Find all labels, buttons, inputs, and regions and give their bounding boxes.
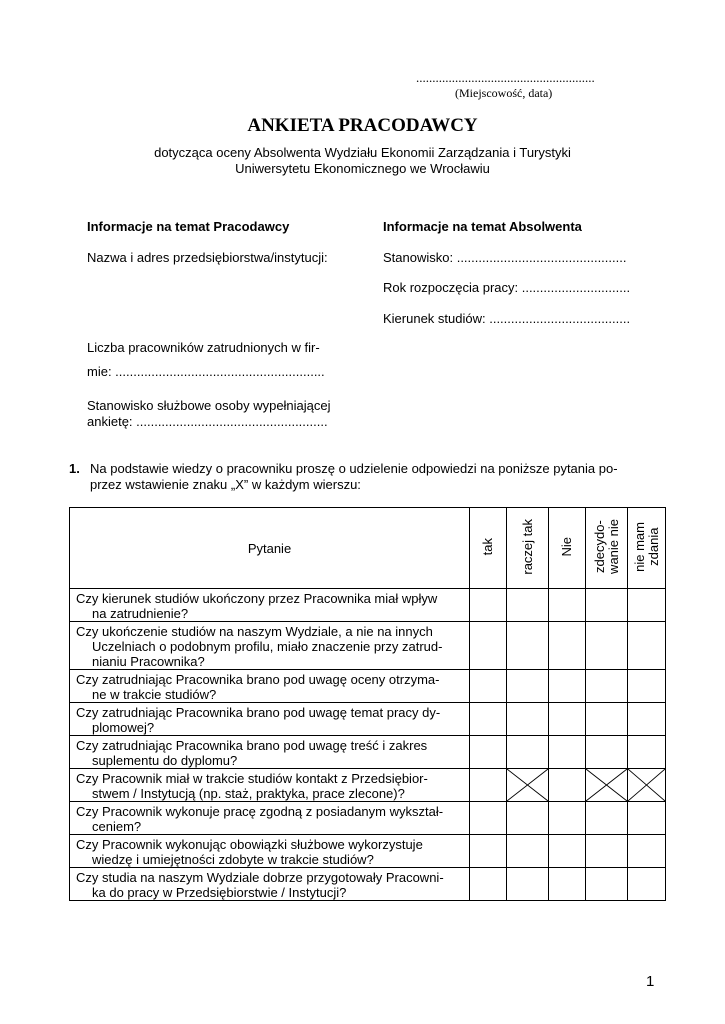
answer-cell[interactable] <box>628 589 666 622</box>
question-line: na zatrudnienie? <box>92 606 189 621</box>
question-line: Czy Pracownik wykonując obowiązki służbowe wykorzystuje <box>76 837 423 852</box>
question-line: Czy studia na naszym Wydziale dobrze przygotowały Pracowni- <box>76 870 444 885</box>
table-header-row <box>70 508 666 589</box>
answer-cell[interactable] <box>549 802 586 835</box>
answer-cell[interactable] <box>507 703 549 736</box>
questions-column-header: Pytanie <box>70 508 470 589</box>
question-line: suplementu do dyplomu? <box>92 753 238 768</box>
question-number: 1. <box>69 461 80 476</box>
crossed-out-cell <box>507 769 549 802</box>
table-row <box>70 835 666 868</box>
answer-cell[interactable] <box>470 835 507 868</box>
answer-cell[interactable] <box>628 622 666 670</box>
answer-cell[interactable] <box>549 703 586 736</box>
respondent-position-line-2: ankietę: ..................................................... <box>87 414 328 429</box>
answer-cell[interactable] <box>549 769 586 802</box>
answer-label: raczej tak <box>519 518 535 575</box>
subtitle-line-1: dotycząca oceny Absolwenta Wydziału Ekonomii Zarządzania i Turystyki <box>154 145 571 160</box>
answer-cell[interactable] <box>628 835 666 868</box>
answer-cell[interactable] <box>470 589 507 622</box>
cross-mark-icon <box>628 769 665 801</box>
table-row <box>70 736 666 769</box>
answer-cell[interactable] <box>549 670 586 703</box>
answer-cell[interactable] <box>507 670 549 703</box>
answer-cell[interactable] <box>586 736 628 769</box>
answer-label: zdecydo- wanie nie <box>591 519 621 574</box>
question-cell <box>70 670 470 703</box>
question-line: Czy Pracownik miał w trakcie studiów kontakt z Przedsiębior- <box>76 771 428 786</box>
question-cell <box>70 736 470 769</box>
table-row <box>70 703 666 736</box>
answer-label: Nie <box>559 536 574 557</box>
place-date-dots: ....................................................... <box>416 70 595 85</box>
question-cell <box>70 802 470 835</box>
cross-mark-icon <box>507 769 548 801</box>
crossed-out-cell <box>586 769 628 802</box>
question-line: Czy Pracownik wykonuje pracę zgodną z posiadanym wykształ- <box>76 804 444 819</box>
question-cell <box>70 868 470 901</box>
question-cell <box>70 703 470 736</box>
page-number: 1 <box>646 973 655 990</box>
question-cell <box>70 622 470 670</box>
question-line: Czy ukończenie studiów na naszym Wydziale, a nie na innych <box>76 624 433 639</box>
answer-cell[interactable] <box>470 622 507 670</box>
question-line: Czy zatrudniając Pracownika brano pod uwagę oceny otrzyma- <box>76 672 440 687</box>
answer-cell[interactable] <box>628 703 666 736</box>
question-text-line-1: Na podstawie wiedzy o pracowniku proszę o udzielenie odpowiedzi na poniższe pytania po- <box>90 461 618 476</box>
answer-label: nie mam zdania <box>631 521 661 572</box>
answer-cell[interactable] <box>586 703 628 736</box>
place-date-label: (Miejscowość, data) <box>455 86 553 100</box>
answer-cell[interactable] <box>586 622 628 670</box>
answer-header-raczej-tak <box>507 508 549 589</box>
question-line: wiedzę i umiejętności zdobyte w trakcie studiów? <box>92 852 374 867</box>
question-line: ne w trakcie studiów? <box>92 687 217 702</box>
employer-heading: Informacje na temat Pracodawcy <box>87 219 290 234</box>
question-line: Uczelniach o podobnym profilu, miało znaczenie przy zatrud- <box>92 639 443 654</box>
cross-mark-icon <box>586 769 627 801</box>
subtitle-line-2: Uniwersytetu Ekonomicznego we Wrocławiu <box>235 161 490 176</box>
graduate-heading: Informacje na temat Absolwenta <box>383 219 582 234</box>
answer-cell[interactable] <box>507 622 549 670</box>
answer-cell[interactable] <box>586 589 628 622</box>
answer-cell[interactable] <box>586 670 628 703</box>
answer-cell[interactable] <box>586 868 628 901</box>
employees-count-line-2: mie: .......................................................... <box>87 364 325 379</box>
answer-cell[interactable] <box>507 802 549 835</box>
question-line: ka do pracy w Przedsiębiorstwie / Instytucji? <box>92 885 347 900</box>
answer-header-tak <box>470 508 507 589</box>
answer-cell[interactable] <box>470 769 507 802</box>
survey-table <box>69 507 666 901</box>
employer-name-label: Nazwa i adres przedsiębiorstwa/instytucji: <box>87 250 328 265</box>
answer-cell[interactable] <box>507 736 549 769</box>
table-row <box>70 769 666 802</box>
answer-cell[interactable] <box>586 835 628 868</box>
answer-header-nie-mam-zdania <box>628 508 666 589</box>
table-row <box>70 802 666 835</box>
question-text-line-2: przez wstawienie znaku „X” w każdym wierszu: <box>90 477 361 492</box>
question-cell <box>70 769 470 802</box>
answer-cell[interactable] <box>507 835 549 868</box>
answer-cell[interactable] <box>628 868 666 901</box>
employees-count-line-1: Liczba pracowników zatrudnionych w fir- <box>87 340 320 355</box>
answer-cell[interactable] <box>507 589 549 622</box>
question-line: stwem / Instytucją (np. staż, praktyka, prace zlecone)? <box>92 786 405 801</box>
table-row <box>70 670 666 703</box>
question-line: Czy zatrudniając Pracownika brano pod uwagę temat pracy dy- <box>76 705 441 720</box>
respondent-position-line-1: Stanowisko służbowe osoby wypełniającej <box>87 398 331 413</box>
answer-cell[interactable] <box>470 670 507 703</box>
answer-cell[interactable] <box>549 622 586 670</box>
page-title: ANKIETA PRACODAWCY <box>247 115 478 136</box>
graduate-start-year-field: Rok rozpoczęcia pracy: .............................. <box>383 280 631 295</box>
table-row <box>70 622 666 670</box>
crossed-out-cell <box>628 769 666 802</box>
table-row <box>70 589 666 622</box>
answer-cell[interactable] <box>470 736 507 769</box>
graduate-position-field: Stanowisko: ............................................... <box>383 250 627 265</box>
answer-cell[interactable] <box>586 802 628 835</box>
answer-header-zdecydowanie-nie <box>586 508 628 589</box>
answer-cell[interactable] <box>549 589 586 622</box>
question-cell <box>70 835 470 868</box>
question-line: nianiu Pracownika? <box>92 654 205 669</box>
answer-cell[interactable] <box>628 802 666 835</box>
graduate-field-of-study-field: Kierunek studiów: ....................................... <box>383 311 631 326</box>
question-line: ceniem? <box>92 819 142 834</box>
answer-cell[interactable] <box>470 802 507 835</box>
answer-cell[interactable] <box>470 868 507 901</box>
question-cell <box>70 589 470 622</box>
answer-cell[interactable] <box>628 736 666 769</box>
question-line: Czy kierunek studiów ukończony przez Pracownika miał wpływ <box>76 591 438 606</box>
answer-cell[interactable] <box>628 670 666 703</box>
answer-cell[interactable] <box>549 868 586 901</box>
answer-cell[interactable] <box>549 736 586 769</box>
answer-header-nie <box>549 508 586 589</box>
question-line: Czy zatrudniając Pracownika brano pod uwagę treść i zakres <box>76 738 428 753</box>
answer-cell[interactable] <box>549 835 586 868</box>
answer-label: tak <box>480 537 495 556</box>
answer-cell[interactable] <box>507 868 549 901</box>
question-line: plomowej? <box>92 720 155 735</box>
answer-cell[interactable] <box>470 703 507 736</box>
table-row <box>70 868 666 901</box>
